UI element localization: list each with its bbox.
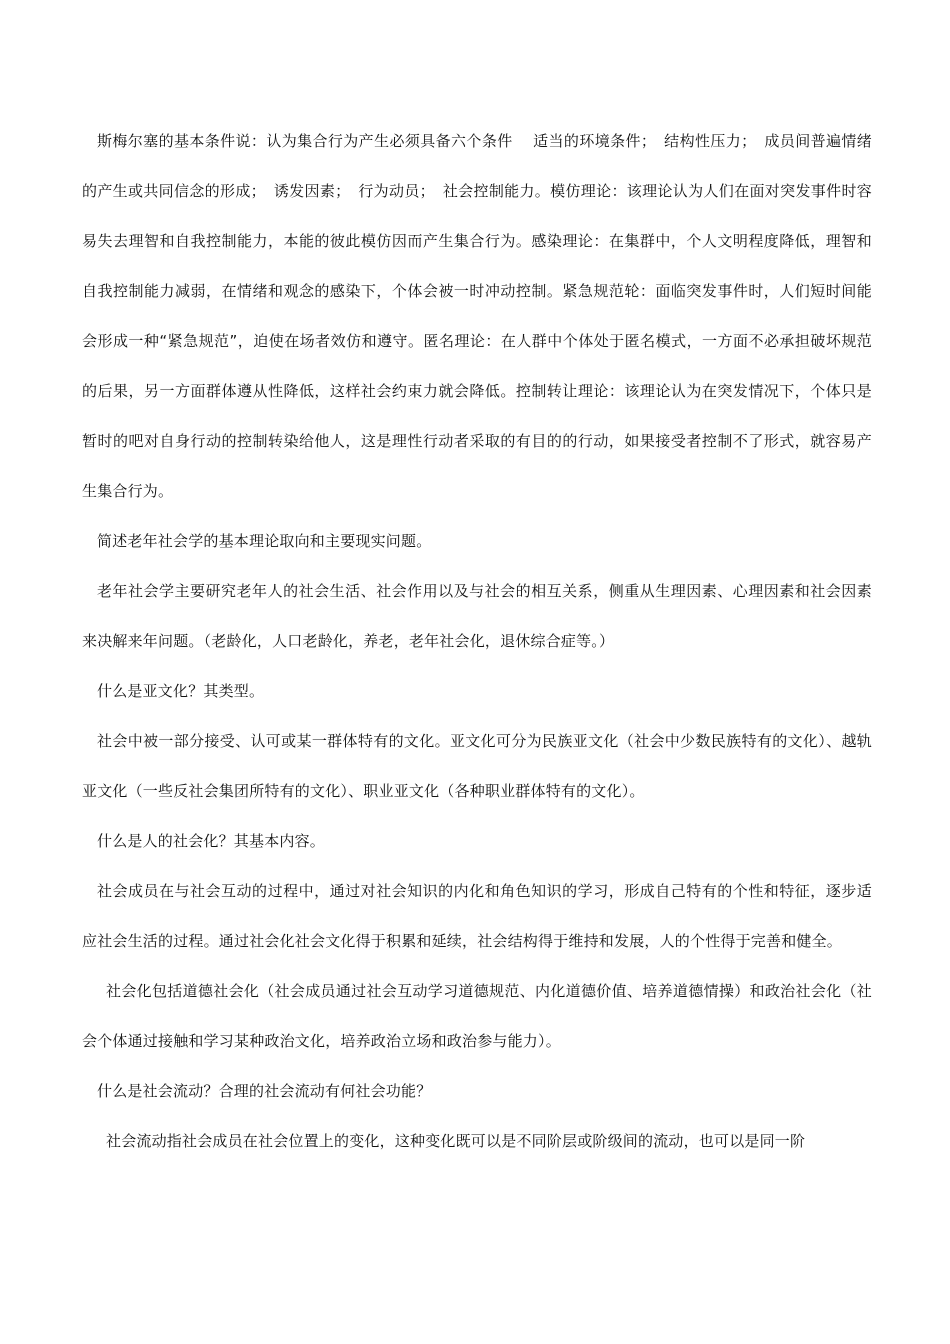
answer-gerontology: 老年社会学主要研究老年人的社会生活、社会作用以及与社会的相互关系，侧重从生理因素、心理因素和社会因素来决解来年问题。（老龄化，人口老龄化，养老，老年社会化，退休综合症等。） (82, 582, 872, 650)
question-subculture: 什么是亚文化？其类型。 (97, 682, 265, 700)
document-body (82, 116, 872, 1166)
answer-socialization-content: 社会化包括道德社会化（社会成员通过社会互动学习道德规范、内化道德价值、培养道德情操）和政治社会化（社会个体通过接触和学习某种政治文化，培养政治立场和政治参与能力）。 (82, 982, 872, 1050)
paragraph-collective-behavior-theories: 斯梅尔塞的基本条件说：认为集合行为产生必须具备六个条件 适当的环境条件； 结构性压力； 成员间普遍情绪的产生或共同信念的形成； 诱发因素； 行为动员； 社会控制能力。模仿理论：该理论认为人们在面对突发事件时容易失去理智和自我控制能力，本能的彼此模仿因而产生集合行为。感染理论：在集群中，个人文明程度降低，理智和自我控制能力减弱，在情绪和观念的感染下，个体会被一时冲动控制。紧急规范轮：面临突发事件时，人们短时间能会形成一种“紧急规范”，迫使在场者效仿和遵守。匿名理论：在人群中个体处于匿名模式，一方面不必承担破坏规范的后果，另一方面群体遵从性降低，这样社会约束力就会降低。控制转让理论：该理论认为在突发情况下，个体只是暂时的吧对自身行动的控制转染给他人，这是理性行动者采取的有目的的行动，如果接受者控制不了形式，就容易产生集合行为。 (82, 132, 872, 500)
question-social-mobility: 什么是社会流动？合理的社会流动有何社会功能？ (97, 1082, 432, 1100)
answer-social-mobility: 社会流动指社会成员在社会位置上的变化，这种变化既可以是不同阶层或阶级间的流动，也可以是同一阶 (106, 1132, 806, 1150)
answer-subculture: 社会中被一部分接受、认可或某一群体特有的文化。亚文化可分为民族亚文化（社会中少数民族特有的文化）、越轨亚文化（一些反社会集团所特有的文化）、职业亚文化（各种职业群体特有的文化）。 (82, 732, 872, 800)
answer-socialization: 社会成员在与社会互动的过程中，通过对社会知识的内化和角色知识的学习，形成自己特有的个性和特征，逐步适应社会生活的过程。通过社会化社会文化得于积累和延续，社会结构得于维持和发展，人的个性得于完善和健全。 (82, 882, 872, 950)
question-gerontology: 简述老年社会学的基本理论取向和主要现实问题。 (97, 532, 432, 550)
question-socialization: 什么是人的社会化？其基本内容。 (97, 832, 326, 850)
